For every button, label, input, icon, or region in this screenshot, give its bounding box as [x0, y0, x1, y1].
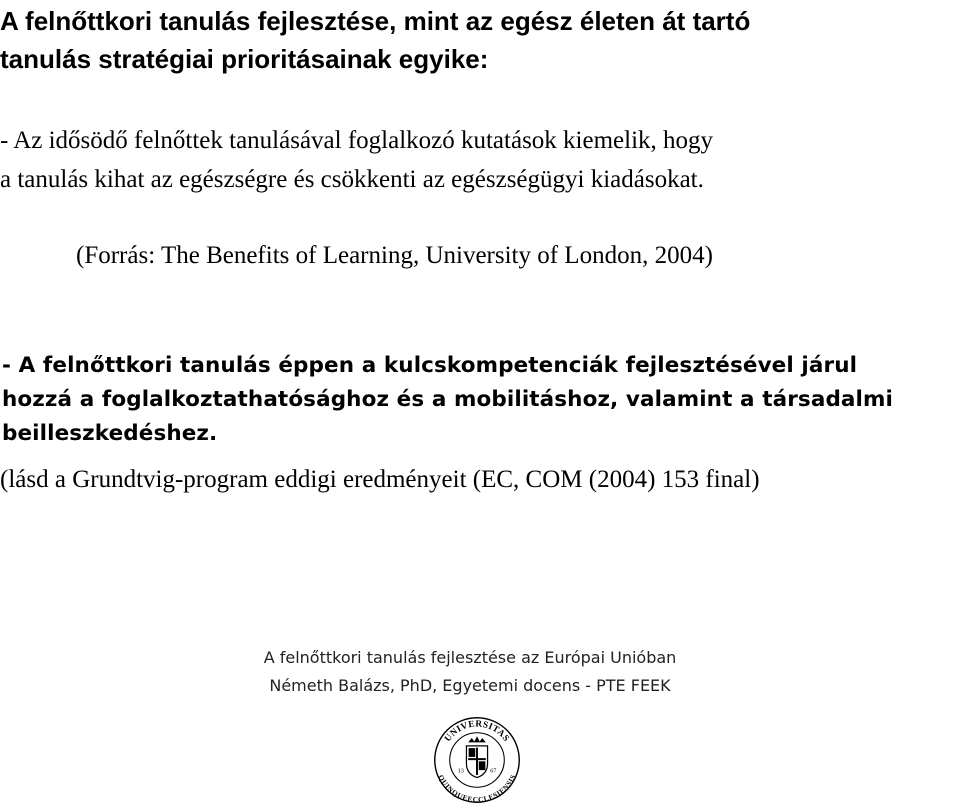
point2-line-2: hozzá a foglalkoztathatósághoz és a mobilitáshoz, valamint a társadalmi [2, 387, 893, 412]
seal-year-left: 13 [457, 768, 464, 775]
title-line-1: A felnőttkori tanulás fejlesztése, mint az egész életen át tartó [0, 6, 751, 36]
point2-line-1: - A felnőttkori tanulás éppen a kulcskompetenciák fejlesztésével járul [2, 353, 858, 378]
point-aging-learners [0, 121, 960, 199]
seal-bottom-text: QUINQUEECCLESIENSIS [436, 773, 518, 804]
point-key-competences [2, 349, 960, 451]
seal-year-right: 67 [490, 768, 497, 775]
grundtvig-reference: (lásd a Grundtvig-program eddigi eredményeit (EC, COM (2004) 153 final) [0, 466, 760, 493]
seal-top-text: UNIVERSITAS [442, 718, 512, 744]
footer-line-1: A felnőttkori tanulás fejlesztése az Európai Unióban [263, 648, 677, 667]
university-seal-logo [433, 716, 521, 804]
source-citation: (Forrás: The Benefits of Learning, University of London, 2004) [76, 242, 713, 269]
point1-line-2: a tanulás kihat az egészségre és csökkenti az egészségügyi kiadásokat. [0, 166, 704, 193]
title-line-2: tanulás stratégiai prioritásainak egyike: [0, 44, 489, 74]
footer [0, 644, 940, 700]
point1-line-1: - Az idősödő felnőttek tanulásával foglalkozó kutatások kiemelik, hogy [0, 127, 714, 154]
seal-shield-icon [466, 736, 487, 777]
slide-title [0, 2, 960, 78]
point2-line-3: beilleszkedéshez. [2, 421, 218, 446]
footer-line-2: Németh Balázs, PhD, Egyetemi docens - PTE FEEK [269, 676, 671, 695]
